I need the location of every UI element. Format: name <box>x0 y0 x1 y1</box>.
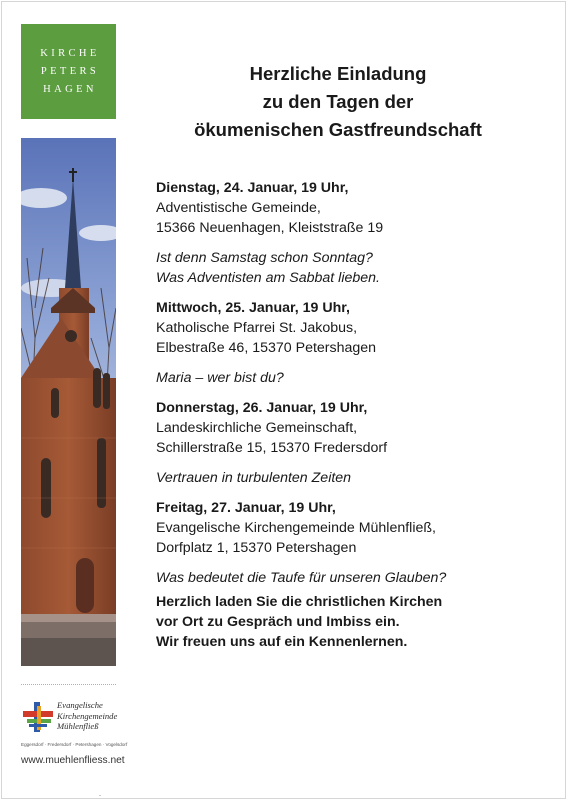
event-date: Mittwoch, 25. Januar, 19 Uhr, <box>156 300 350 316</box>
org-website-url: www.muehlenfliess.net <box>21 755 125 766</box>
event-4 <box>156 498 551 588</box>
event-place: Katholische Pfarrei St. Jakobus, <box>156 320 358 336</box>
event-date: Freitag, 27. Januar, 19 Uhr, <box>156 500 336 516</box>
kirchengemeinde-cross-logo <box>21 700 55 734</box>
event-address: Elbestraße 46, 15370 Petershagen <box>156 340 377 356</box>
event-topic <box>156 568 551 588</box>
event-address: 15366 Neuenhagen, Kleiststraße 19 <box>156 220 384 236</box>
closing-line-3: Wir freuen uns auf ein Kennenlernen. <box>156 634 408 650</box>
logo-line-3: HAGEN <box>43 83 97 95</box>
church-photo <box>21 138 116 666</box>
event-address: Dorfplatz 1, 15370 Petershagen <box>156 540 357 556</box>
event-place: Adventistische Gemeinde, <box>156 200 321 216</box>
event-topic <box>156 368 551 388</box>
event-topic-line: Vertrauen in turbulenten Zeiten <box>156 470 352 486</box>
org-name-line-2: Kirchengemeinde <box>57 710 118 721</box>
event-date: Dienstag, 24. Januar, 19 Uhr, <box>156 180 349 196</box>
logo-line-1: KIRCHE <box>40 47 100 59</box>
event-list <box>156 178 551 598</box>
closing-line-1: Herzlich laden Sie die christlichen Kirchen <box>156 594 443 610</box>
event-place: Evangelische Kirchengemeinde Mühlenfließ, <box>156 520 436 536</box>
event-3 <box>156 398 551 488</box>
org-name-line-3: Mühlenfließ <box>57 721 99 731</box>
closing-line-2: vor Ort zu Gespräch und Imbiss ein. <box>156 614 400 630</box>
title-line-2: zu den Tagen der <box>262 91 414 112</box>
event-topic-line: Maria – wer bist du? <box>156 370 284 386</box>
org-divider <box>21 684 116 685</box>
event-topic-line: Was bedeutet die Taufe für unseren Glauben? <box>156 570 447 586</box>
event-date: Donnerstag, 26. Januar, 19 Uhr, <box>156 400 368 416</box>
event-2 <box>156 298 551 388</box>
event-topic-line: Ist denn Samstag schon Sonntag? <box>156 250 373 266</box>
title-line-3: ökumenischen Gastfreundschaft <box>194 119 482 140</box>
org-places: Eggersdorf · Fredersdorf · Petershagen · Vogelsdorf <box>21 742 128 747</box>
event-topic <box>156 468 551 488</box>
event-1 <box>156 178 551 288</box>
event-place: Landeskirchliche Gemeinschaft, <box>156 420 358 436</box>
kirche-petershagen-logo <box>21 24 116 119</box>
title-line-1: Herzliche Einladung <box>249 63 427 84</box>
kirchengemeinde-name <box>57 700 127 732</box>
event-topic <box>156 248 551 288</box>
invitation-title <box>132 60 544 144</box>
closing-invitation <box>156 592 551 652</box>
event-topic-line: Was Adventisten am Sabbat lieben. <box>156 270 380 286</box>
org-name-line-1: Evangelische <box>57 700 103 710</box>
footer-mark: - <box>99 793 101 799</box>
event-address: Schillerstraße 15, 15370 Fredersdorf <box>156 440 388 456</box>
logo-line-2: PETERS <box>40 65 100 77</box>
